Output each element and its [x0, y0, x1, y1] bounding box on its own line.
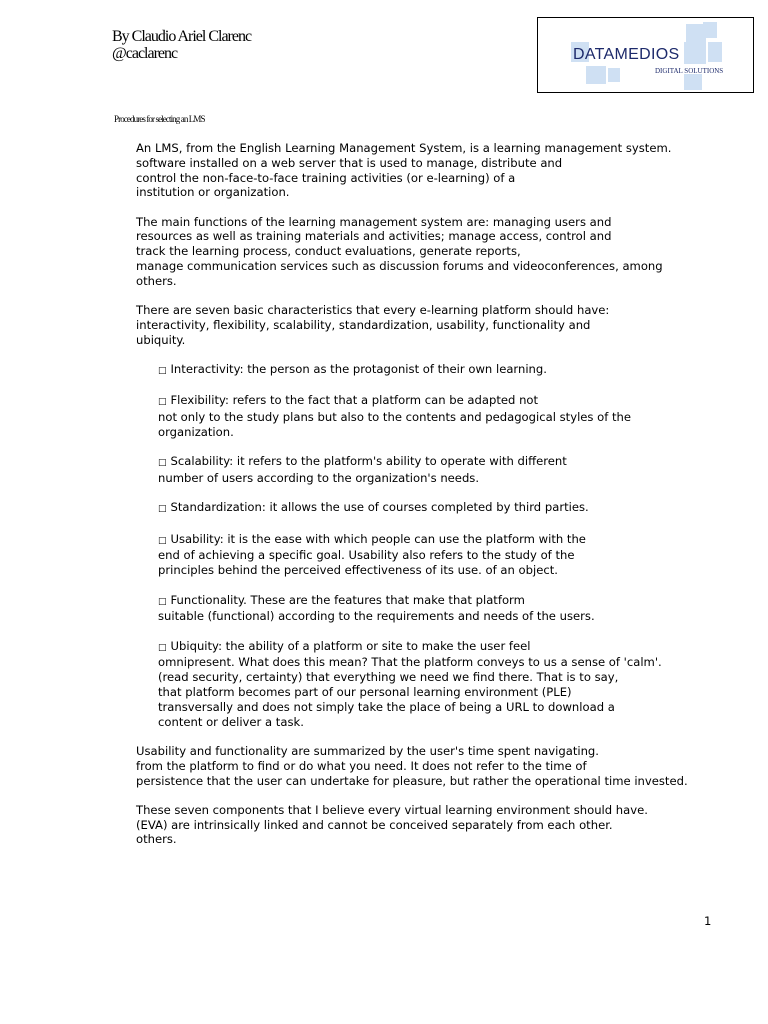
bullet-interactivity	[158, 362, 720, 379]
logo-square-decoration	[608, 68, 620, 82]
text-line: software installed on a web server that is used to manage, distribute and	[136, 155, 563, 170]
paragraph-main-functions	[136, 215, 720, 289]
author-name: By Claudio Ariel Clarenc	[112, 28, 252, 45]
datamedios-logo	[537, 17, 754, 93]
text-line: resources as well as training materials and activities; manage access, control and	[136, 229, 612, 244]
text-line: others.	[136, 832, 177, 847]
text-line: suitable (functional) according to the requirements and needs of the users.	[158, 609, 595, 624]
text-line: (EVA) are intrinsically linked and cannot be conceived separately from each other.	[136, 817, 613, 832]
bullet-text: Flexibility: refers to the fact that a platform can be adapted not	[170, 393, 539, 408]
logo-square-decoration	[708, 42, 722, 62]
logo-name: DATAMEDIOS	[573, 46, 680, 63]
text-line: (read security, certainty) that everything we need we find there. That is to say,	[158, 670, 619, 685]
text-line: An LMS, from the English Learning Management System, is a learning management system.	[136, 141, 672, 155]
paragraph-seven-components	[136, 803, 720, 847]
logo-square-decoration	[703, 22, 717, 38]
document-body	[136, 141, 720, 862]
author-block	[112, 28, 251, 62]
text-line: interactivity, flexibility, scalability, standardization, usability, functionality and	[136, 317, 591, 332]
logo-square-decoration	[684, 42, 706, 64]
text-line: from the platform to find or do what you need. It does not refer to the time of	[136, 758, 587, 773]
bullet-marker: □	[158, 366, 167, 377]
bullet-text: Usability: it is the ease with which people can use the platform with the	[170, 531, 586, 546]
bullet-usability	[158, 532, 720, 578]
text-line: track the learning process, conduct evaluations, generate reports,	[136, 244, 521, 259]
text-line	[158, 593, 720, 610]
text-line: others.	[136, 273, 177, 288]
logo-square-decoration	[586, 66, 606, 84]
paragraph-seven-characteristics	[136, 303, 720, 347]
bullet-marker: □	[158, 535, 167, 546]
text-line: These seven components that I believe every virtual learning environment should have.	[136, 802, 648, 817]
bullet-text: Interactivity: the person as the protagonist of their own learning.	[170, 362, 547, 377]
bullet-scalability	[158, 454, 720, 486]
logo-square-decoration	[684, 74, 702, 90]
bullet-marker: □	[158, 642, 167, 653]
text-line	[158, 532, 720, 549]
text-line: The main functions of the learning management system are: managing users and	[136, 214, 612, 229]
bullet-marker: □	[158, 397, 167, 408]
paragraph-lms-definition	[136, 141, 720, 200]
text-line: principles behind the perceived effectiveness of its use. of an object.	[158, 563, 558, 578]
bullet-flexibility	[158, 393, 720, 439]
document-title: Procedures for selecting an LMS	[114, 114, 205, 124]
text-line: Usability and functionality are summarized by the user's time spent navigating.	[136, 743, 599, 758]
bullet-marker: □	[158, 504, 167, 515]
text-line	[158, 393, 720, 410]
page-number: 1	[704, 914, 712, 928]
text-line: organization.	[158, 424, 234, 439]
bullet-text: Scalability: it refers to the platform's ability to operate with different	[170, 454, 567, 469]
text-line	[158, 454, 720, 471]
logo-tagline: DIGITAL SOLUTIONS	[655, 67, 724, 75]
text-line: There are seven basic characteristics that every e-learning platform should have:	[136, 303, 610, 318]
bullet-marker: □	[158, 458, 167, 469]
text-line	[158, 362, 720, 379]
bullet-marker: □	[158, 596, 167, 607]
bullet-text: Ubiquity: the ability of a platform or site to make the user feel	[170, 638, 531, 653]
text-line: not only to the study plans but also to the contents and pedagogical styles of the	[158, 410, 632, 425]
text-line: number of users according to the organization's needs.	[158, 471, 480, 486]
text-line: persistence that the user can undertake for pleasure, but rather the operational time invested.	[136, 773, 688, 788]
bullet-functionality	[158, 593, 720, 625]
text-line: omnipresent. What does this mean? That the platform conveys to us a sense of 'calm'.	[158, 655, 662, 670]
bullet-standardization	[158, 500, 720, 517]
author-handle: @caclarenc	[112, 45, 178, 62]
text-line: that platform becomes part of our personal learning environment (PLE)	[158, 685, 572, 700]
bullet-text: Functionality. These are the features that make that platform	[170, 592, 525, 607]
text-line: control the non-face-to-face training activities (or e-learning) of a	[136, 170, 516, 185]
text-line: manage communication services such as discussion forums and videoconferences, among	[136, 259, 663, 274]
text-line: institution or organization.	[136, 185, 290, 200]
text-line: end of achieving a specific goal. Usability also refers to the study of the	[158, 548, 575, 563]
text-line: ubiquity.	[136, 332, 186, 347]
text-line: transversally and does not simply take the place of being a URL to download a	[158, 699, 615, 714]
text-line	[158, 639, 720, 656]
text-line: content or deliver a task.	[158, 714, 304, 729]
bullet-text: Standardization: it allows the use of courses completed by third parties.	[170, 500, 589, 515]
text-line	[158, 500, 720, 517]
paragraph-usability-functionality	[136, 744, 720, 788]
bullet-ubiquity	[158, 639, 720, 730]
